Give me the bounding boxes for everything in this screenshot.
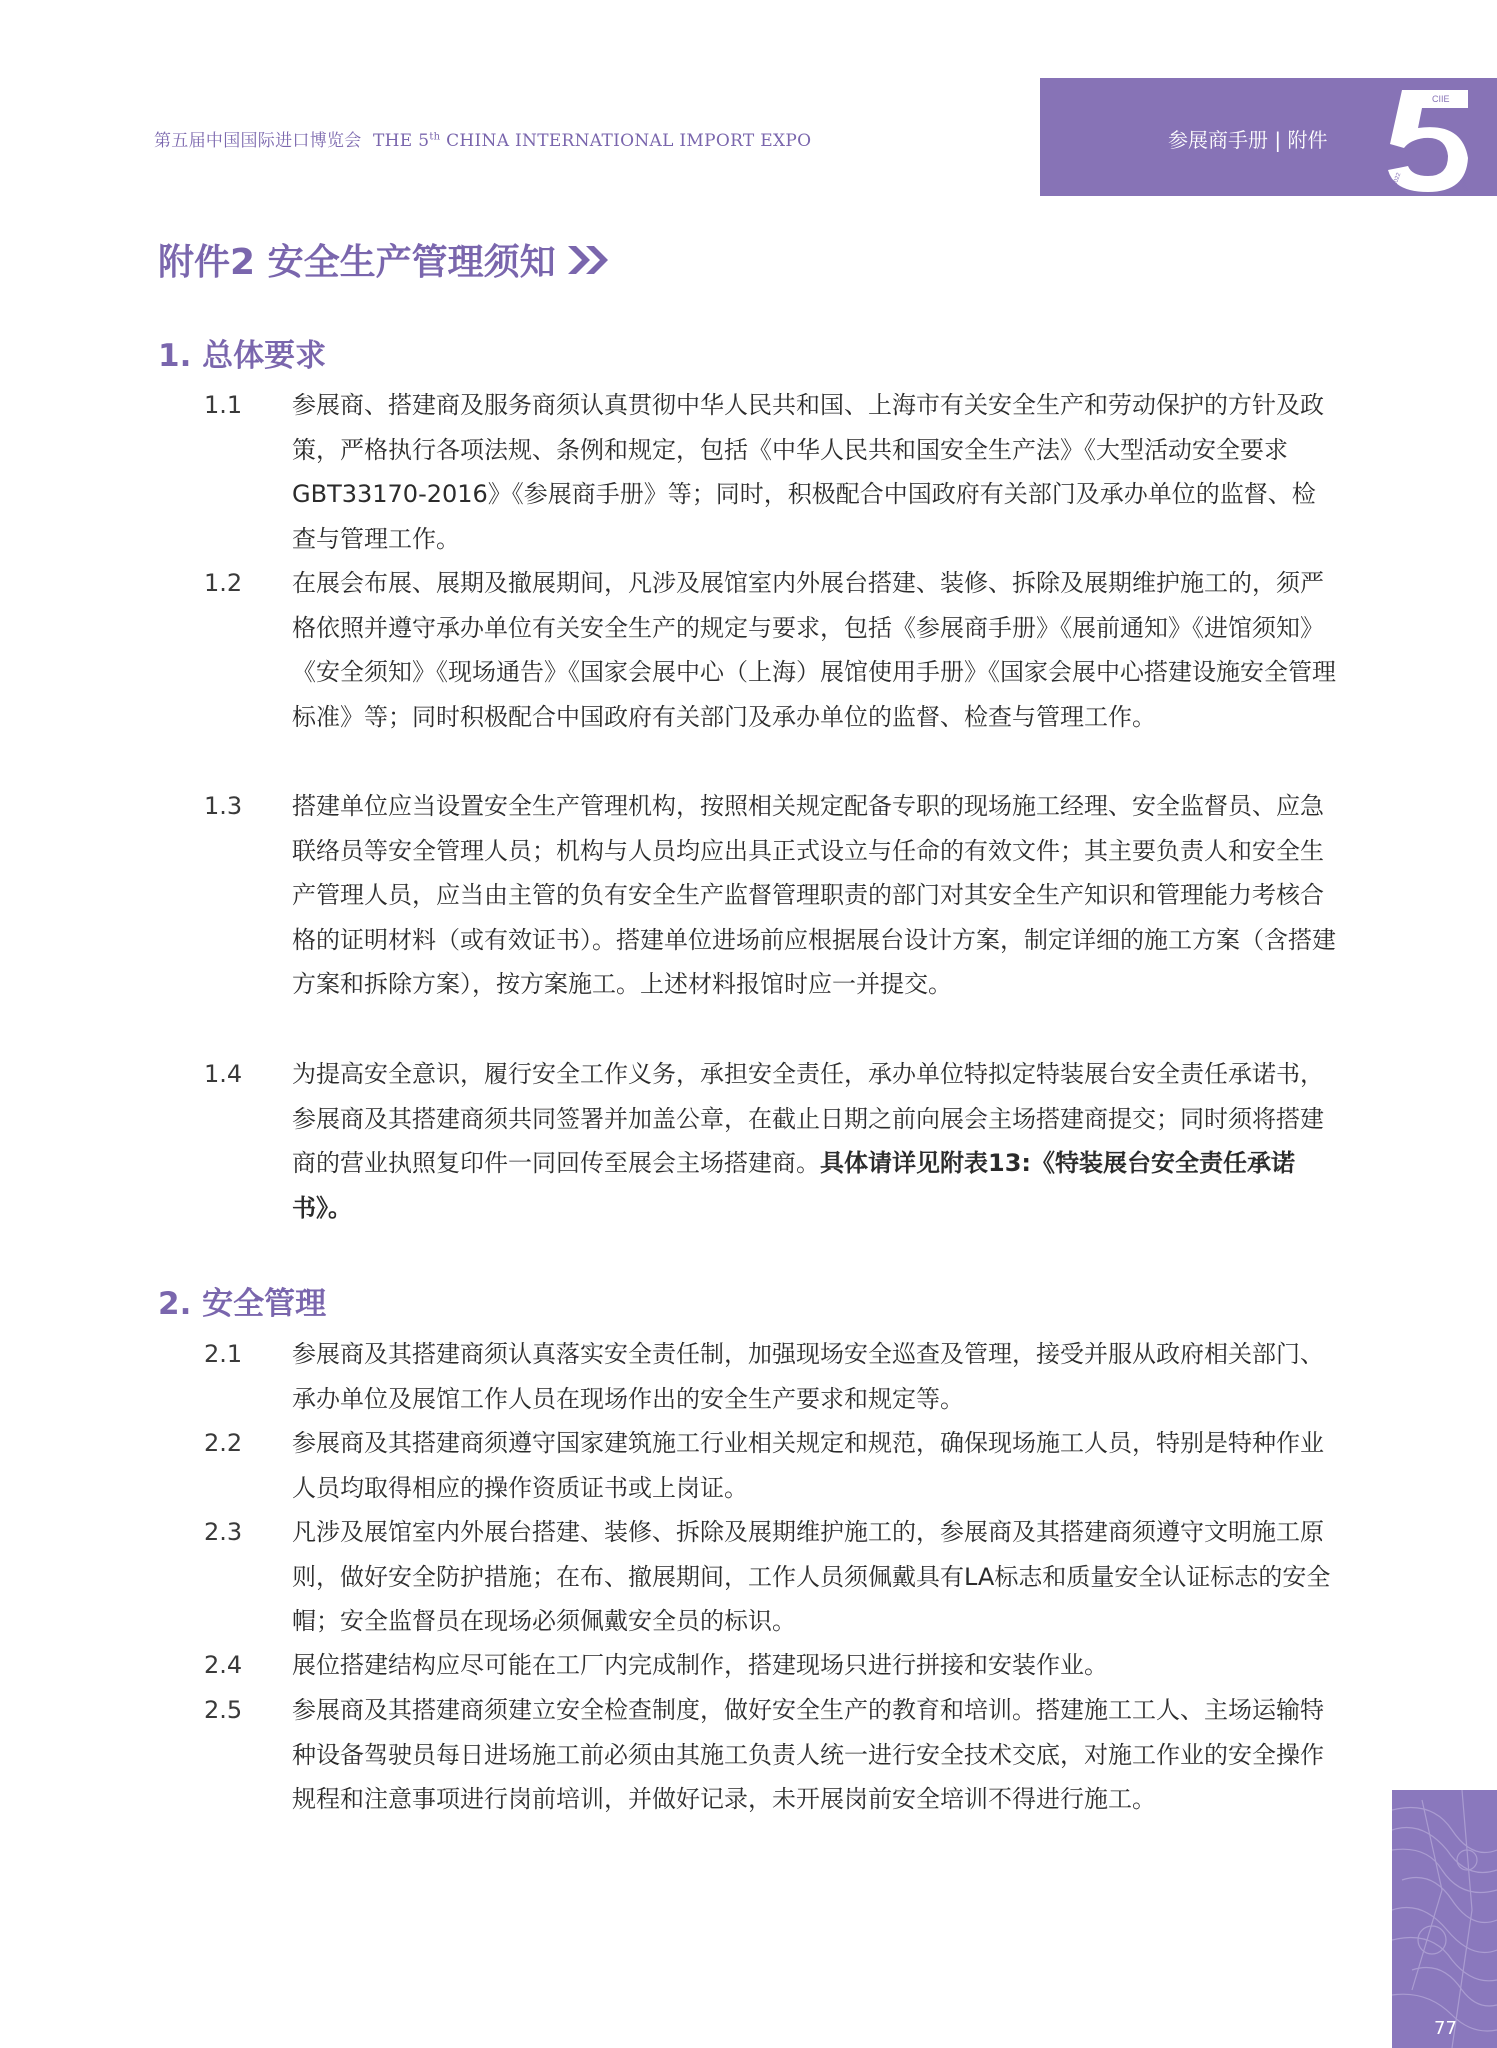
item-number: 2.1 [204,1340,243,1368]
item-number: 2.4 [204,1651,243,1679]
logo-year-left: 2022 [1392,172,1403,187]
item-text: 参展商及其搭建商须建立安全检查制度，做好安全生产的教育和培训。搭建施工工人、主场运输特种设备驾驶员每日进场施工前必须由其施工负责人统一进行安全技术交底，对施工作业的安全操作规程和注意事项进行岗前培训，并做好记录，未开展岗前安全培训不得进行施工。 [292,1696,1324,1813]
item-text: 在展会布展、展期及撤展期间，凡涉及展馆室内外展台搭建、装修、拆除及展期维护施工的，须严格依照并遵守承办单位有关安全生产的规定与要求，包括《参展商手册》《展前通知》《进馆须知》《安全须知》《现场通告》《国家会展中心（上海）展馆使用手册》《国家会展中心搭建设施安全管理标准》等；同时积极配合中国政府有关部门及承办单位的监督、检查与管理工作。 [292,569,1336,731]
item-text: 展位搭建结构应尽可能在工厂内完成制作，搭建现场只进行拼接和安装作业。 [292,1651,1108,1679]
item-text: 为提高安全意识，履行安全工作义务，承担安全责任，承办单位特拟定特装展台安全责任承诺书，参展商及其搭建商须共同签署并加盖公章，在截止日期之前向展会主场搭建商提交；同时须将搭建商的营业执照复印件一同回传至展会主场搭建商。 [292,1060,1324,1177]
double-chevron-right-icon [566,244,612,276]
logo-text: CIIE [1432,94,1450,104]
item-number: 1.3 [204,792,243,820]
item-text: 搭建单位应当设置安全生产管理机构，按照相关规定配备专职的现场施工经理、安全监督员、应急联络员等安全管理人员；机构与人员均应出具正式设立与任命的有效文件；其主要负责人和安全生产管理人员，应当由主管的负有安全生产监督管理职责的部门对其安全生产知识和管理能力考核合格的证明材料（或有效证书）。搭建单位进场前应根据展台设计方案，制定详细的施工方案（含搭建方案和拆除方案），按方案施工。上述材料报馆时应一并提交。 [292,792,1336,998]
item-text-bold: 具体请详见附表13:《特装展台安全责任承诺书》。 [292,1149,1295,1222]
section-heading-general: 1. 总体要求 [158,338,327,374]
logo-year-right: 2022 [1458,178,1469,194]
item-number: 2.3 [204,1518,243,1546]
item-text: 参展商及其搭建商须认真落实安全责任制，加强现场安全巡查及管理，接受并服从政府相关部门、承办单位及展馆工作人员在现场作出的安全生产要求和规定等。 [292,1340,1324,1413]
expo-name-en-prefix: THE 5 [373,131,430,151]
decorative-corner-pattern [1392,1790,1497,2048]
expo-header-title [154,126,811,151]
section-heading-safety: 2. 安全管理 [158,1286,327,1322]
page-title [158,234,612,285]
ciie-logo-icon [1372,80,1484,196]
item-number: 1.2 [204,569,243,597]
line-art-pattern-icon [1392,1790,1497,2048]
item-number: 1.4 [204,1060,243,1088]
expo-name-cn: 第五届中国国际进口博览会 [154,131,362,151]
expo-name-en-suffix: CHINA INTERNATIONAL IMPORT EXPO [440,131,812,151]
item-text: 参展商及其搭建商须遵守国家建筑施工行业相关规定和规范，确保现场施工人员，特别是特种作业人员均取得相应的操作资质证书或上岗证。 [292,1429,1324,1502]
header-tab-label: 参展商手册 | 附件 [1168,128,1328,152]
expo-name-en-sup: th [429,131,441,143]
item-number: 2.5 [204,1696,243,1724]
item-text: 凡涉及展馆室内外展台搭建、装修、拆除及展期维护施工的，参展商及其搭建商须遵守文明施工原则，做好安全防护措施；在布、撤展期间，工作人员须佩戴具有LA标志和质量安全认证标志的安全帽；安全监督员在现场必须佩戴安全员的标识。 [292,1518,1331,1635]
item-number: 1.1 [204,391,243,419]
page-number: 77 [1434,2018,1457,2039]
page-title-text: 附件2 安全生产管理须知 [158,242,556,283]
item-number: 2.2 [204,1429,243,1457]
item-text: 参展商、搭建商及服务商须认真贯彻中华人民共和国、上海市有关安全生产和劳动保护的方针及政策，严格执行各项法规、条例和规定，包括《中华人民共和国安全生产法》《大型活动安全要求GBT33170-2016》《参展商手册》等；同时，积极配合中国政府有关部门及承办单位的监督、检查与管理工作。 [292,391,1324,553]
